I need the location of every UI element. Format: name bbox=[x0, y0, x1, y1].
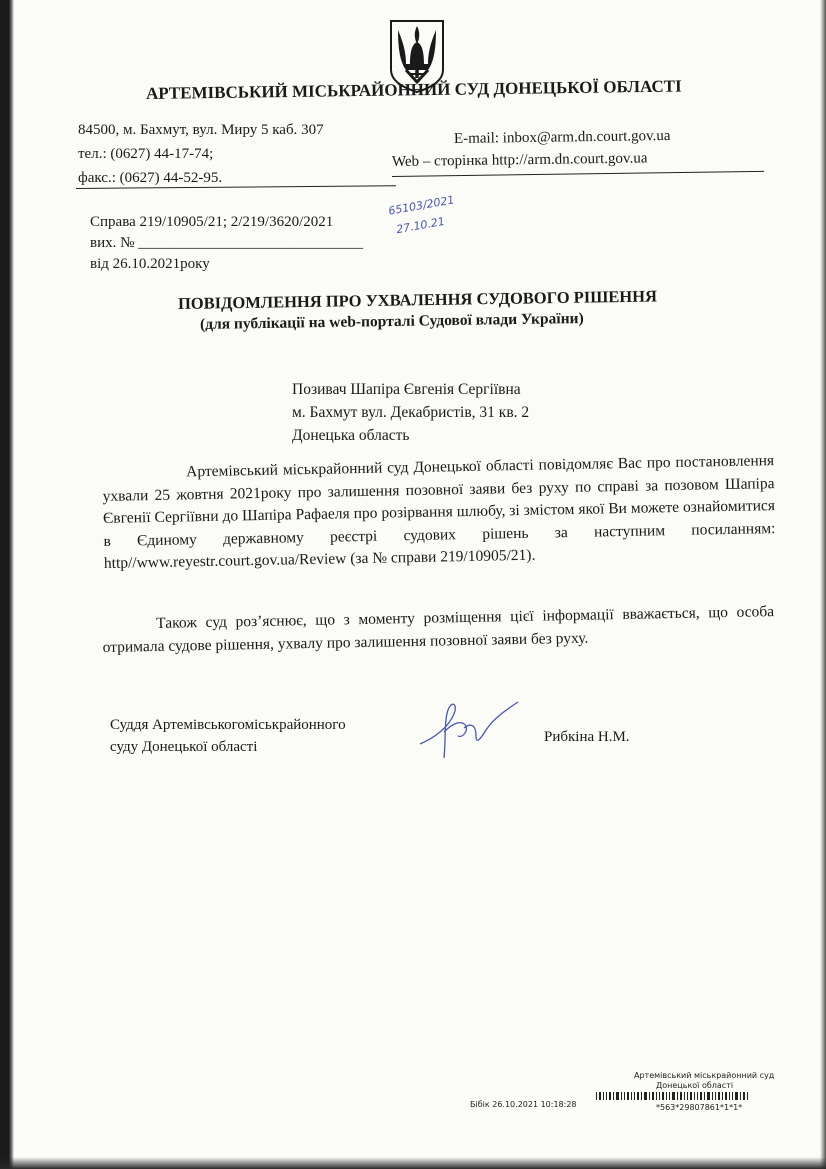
handwritten-signature bbox=[414, 692, 524, 766]
stamp-court-line-2: Донецької області bbox=[656, 1081, 734, 1090]
court-phone: тел.: (0627) 44-17-74; bbox=[78, 146, 214, 162]
notice-paragraph-2: Також суд роз’яснює, що з моменту розміщення цієї інформації вважається, що особа отримала судове рішення, ухвалу про залишення позовної заяви без руху. bbox=[102, 603, 775, 656]
court-website: Web – сторінка http://arm.dn.court.gov.ua bbox=[391, 150, 648, 170]
court-name-heading: АРТЕМІВСЬКИЙ МІСЬКРАЙОННИЙ СУД ДОНЕЦЬКОЇ ОБЛАСТІ bbox=[145, 76, 682, 103]
court-email: E-mail: inbox@arm.dn.court.gov.ua bbox=[453, 127, 671, 147]
stamp-registration: Бібік 26.10.2021 10:18:28 bbox=[470, 1100, 577, 1109]
barcode bbox=[596, 1092, 750, 1100]
judge-name: Рибкіна Н.М. bbox=[544, 729, 630, 745]
court-address: 84500, м. Бахмут, вул. Миру 5 каб. 307 bbox=[78, 122, 324, 138]
court-fax: факс.: (0627) 44-52-95. bbox=[78, 170, 223, 186]
handwritten-registration-date: 27.10.21 bbox=[395, 214, 446, 237]
notice-title: ПОВІДОМЛЕННЯ ПРО УХВАЛЕННЯ СУДОВОГО РІШЕННЯ bbox=[177, 286, 658, 313]
judge-position-line-2: суду Донецької області bbox=[110, 739, 258, 755]
scan-right-border bbox=[820, 0, 826, 1169]
barcode-number: *563*29807861*1*1* bbox=[656, 1103, 743, 1112]
stamp-court-line-1: Артемівський міськрайонний суд bbox=[634, 1071, 775, 1080]
header-divider-right bbox=[392, 171, 764, 177]
scan-left-border bbox=[0, 0, 14, 1169]
recipient-region: Донецька область bbox=[292, 427, 410, 444]
case-number: Справа 219/10905/21; 2/219/3620/2021 bbox=[90, 214, 334, 230]
case-date: від 26.10.2021року bbox=[90, 256, 210, 272]
notice-subtitle: (для публікації на web-порталі Судової влади України) bbox=[199, 309, 584, 333]
scan-bottom-border bbox=[0, 1157, 826, 1169]
recipient-name: Позивач Шапіра Євгенія Сергіївна bbox=[292, 381, 521, 398]
recipient-address: м. Бахмут вул. Декабристів, 31 кв. 2 bbox=[292, 404, 530, 421]
notice-paragraph-1: Артемівський міськрайонний суд Донецької області повідомляє Вас про постановлення ухвали 25 жовтня 2021року про залишення позовної заяви без руху по справі за позовом Шапіра Євгенії Сергіївни до Шапіра Рафаеля про розірвання шлюбу, зі змістом якої Ви можете ознайомитися в Єдиному державному реєстрі судових рішень за наступним посиланням: http//www.reyestr.court.gov.ua/Review (за № справи 219/10905/21). bbox=[102, 452, 776, 572]
outgoing-number: вих. № ______________________________ bbox=[90, 235, 364, 251]
handwritten-registration-number: 65103/2021 bbox=[387, 193, 456, 218]
judge-position-line-1: Суддя Артемівськогоміськрайонного bbox=[110, 717, 346, 733]
